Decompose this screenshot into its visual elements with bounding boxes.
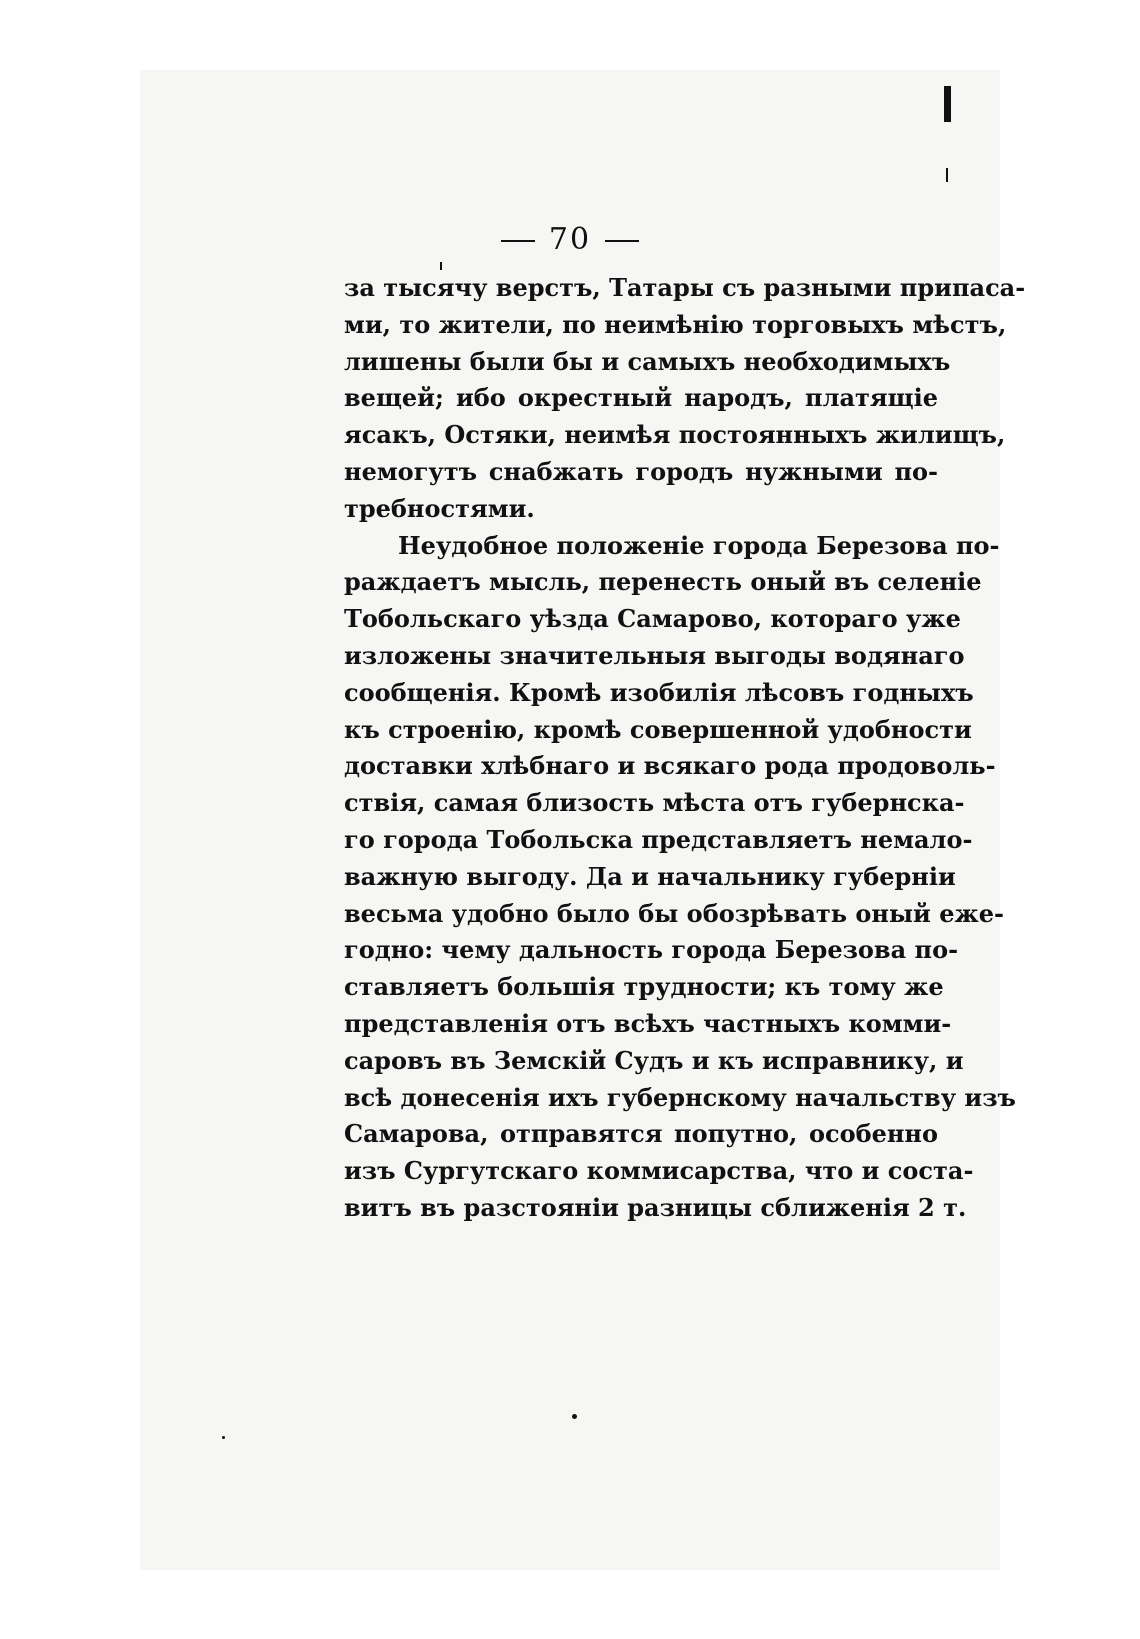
text-line: весьма удобно было бы обозрѣвать оный еже- <box>344 898 1004 928</box>
page-number-value: 70 <box>548 222 592 257</box>
text-line: раждаетъ мысль, перенесть оный въ селеніе <box>344 567 982 597</box>
text-line: витъ въ разстояніи разницы сближенія 2 т. <box>344 1192 967 1222</box>
text-line: къ строенію, кромѣ совершенной удобности <box>344 714 972 744</box>
speck <box>222 1436 225 1439</box>
edge-mark <box>946 168 948 182</box>
text-line: доставки хлѣбнаго и всякаго рода продоволь- <box>344 751 996 781</box>
dash-left <box>501 240 535 242</box>
speck <box>440 262 442 270</box>
text-line: представленія отъ всѣхъ частныхъ комми- <box>344 1008 952 1038</box>
text-line: важную выгоду. Да и начальнику губерніи <box>344 861 956 891</box>
body-text <box>344 270 1026 1227</box>
text-line: ми, то жители, по неимѣнію торговыхъ мѣстъ, <box>344 309 1007 339</box>
dash-right <box>605 240 639 242</box>
text-line: немогутъ снабжать городъ нужными по- <box>344 456 938 486</box>
edge-mark <box>944 86 951 122</box>
text-line: за тысячу верстъ, Татары съ разными припаса- <box>344 273 1026 302</box>
text-line: ствія, самая близость мѣста отъ губернска- <box>344 788 965 818</box>
text-line: требностями. <box>344 493 535 523</box>
speck <box>572 1414 577 1419</box>
text-line: сообщенія. Кромѣ изобилія лѣсовъ годныхъ <box>344 677 974 707</box>
text-line: изложены значительныя выгоды водянаго <box>344 640 965 670</box>
page-number <box>0 222 1140 257</box>
text-line: Неудобное положеніе города Березова по- <box>398 530 1000 560</box>
text-line: изъ Сургутскаго коммисарства, что и соста- <box>344 1156 974 1186</box>
text-line: вещей; ибо окрестный народъ, платящіе <box>344 383 938 413</box>
text-line: ставляетъ большія трудности; къ тому же <box>344 972 944 1002</box>
text-line: Тобольскаго уѣзда Самарово, котораго уже <box>344 604 961 634</box>
text-line: го города Тобольска представляетъ немало- <box>344 824 973 854</box>
text-line: ясакъ, Остяки, неимѣя постоянныхъ жилищъ, <box>344 420 1006 450</box>
text-line: всѣ донесенія ихъ губернскому начальству изъ <box>344 1082 1016 1112</box>
text-line: саровъ въ Земскій Судъ и къ исправнику, и <box>344 1045 964 1075</box>
text-line: Самарова, отправятся попутно, особенно <box>344 1119 938 1149</box>
text-line: годно: чему дальность города Березова по- <box>344 935 959 965</box>
text-line: лишены были бы и самыхъ необходимыхъ <box>344 346 951 376</box>
